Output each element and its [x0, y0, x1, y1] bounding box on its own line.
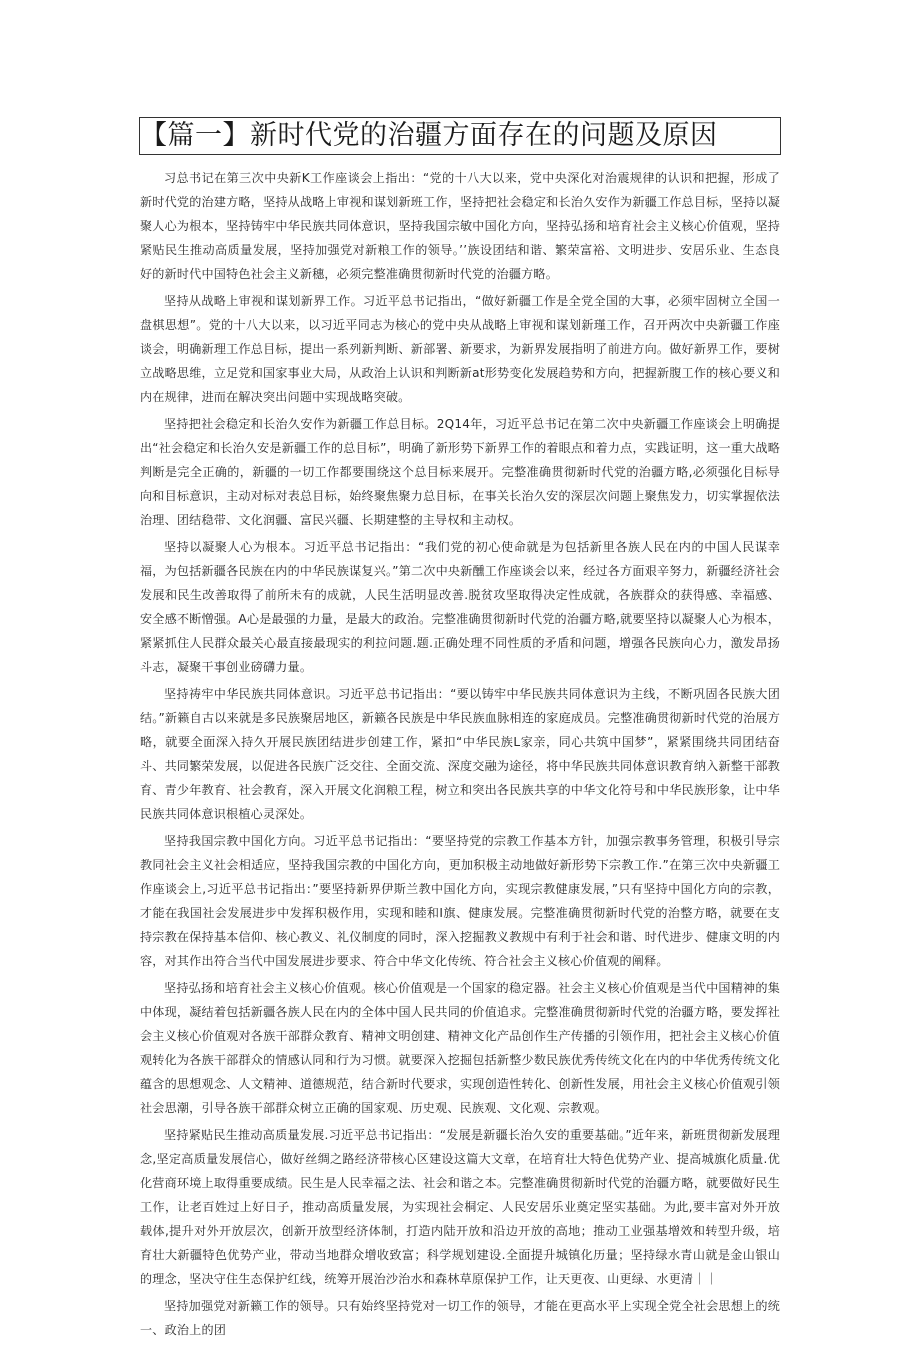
paragraph-livelihood: 坚持紧贴民生推动高质量发展.习近平总书记指出：“发展是新疆长治久安的重要基础。”近年来，新班贯彻新发展理念,坚定高质量发展信心，做好丝绸之路经济带核心区建设这篇大文章，在培育壮大特色优势产业、提高城旗化质量.优化营商环境上取得重要成绩。民生是人民幸福之法、社会和谐之本。完整准确贯彻新时代党的治疆方略，就要做好民生工作，让老百姓过上好日子，推动高质量发展，为实现社会桐定、人民安居乐业奠定坚实基础。为此,要丰富对外开放载体,提升对外开放层次，创新开放型经济体制，打造内陆开放和沿边开放的高地；推动工业强基增效和转型升级，培育壮大新疆特色优势产业，带动当地群众增收致富；科学规划建设.全面提升城镇化历量；坚持绿水青山就是金山银山的理念，坚决守住生态保护红线，统筹开展治沙治水和森林草原保护工作，让天更夜、山更绿、水更清｜｜: [140, 1128, 780, 1286]
paragraph-core-values: 坚持弘扬和培育社会主义核心价值观。核心价值观是一个国家的稳定器。社会主义核心价值观是当代中国精神的集中体现，凝结着包括新疆各族人民在内的全体中国人民共同的价值追求。完整准确贯彻新时代党的治疆方略，要发挥社会主义核心价值观对各族干部群众教育、精神文明创建、精神文化产品创作生产传播的引领作用，把社会主义核心价值观转化为各族干部群众的情感认同和行为习惯。就要深入挖掘包括新整少数民族优秀传统文化在内的中华优秀传统文化蕴含的思想观念、人文精神、道德规范，结合新时代要求，实现创造性转化、创新性发展，用社会主义核心价值观引领社会思潮，引导各族干部群众树立正确的国家观、历史观、民族观、文化观、宗教观。: [140, 981, 780, 1115]
paragraph-religion: 坚持我国宗教中国化方向。习近平总书记指出：“要坚持党的宗教工作基本方针，加强宗教事务管理，积极引导宗教同社会主义社会相适应，坚持我国宗教的中国化方向，更加积极主动地做好新形势下宗教工作.”在第三次中央新疆工作座谈会上,习近平总书记指出：”要坚持新界伊斯兰教中国化方向，实现宗教健康发展，”只有坚持中国化方向的宗教，才能在我国社会发展进步中发挥积极作用，实现和睦和I旗、健康发展。完整准确贯彻新时代党的治整方略，就要在支持宗教在保持基本信仰、核心教义、礼仪制度的同时，深入挖掘教义教规中有利于社会和谐、时代进步、健康文明的内容，对其作出符合当代中国发展进步要求、符合中华文化传统、符合社会主义核心价值观的阐释。: [140, 834, 780, 968]
paragraph-unity-of-hearts: 坚持以凝聚人心为根本。习近平总书记指出：“我们党的初心使命就是为包括新里各族人民在内的中国人民谋幸福，为包括新疆各民族在内的中华民族谋复兴。”第二次中央新醺工作座谈会以来，经过各方面艰辛努力，新疆经济社会发展和民生改善取得了前所未有的成就，人民生活明显改善.脱贫攻坚取得决定性成就，各族群众的获得感、幸福感、安全感不断憎强。A心是最强的力量，是最大的政治。完整准确贯彻新时代党的治疆方略,就要坚持以凝聚人心为根本，紧紧抓住人民群众最关心最直接最现实的利拉问题.题.正确处理不同性质的矛盾和问题，增强各民族向心力，激发昂扬斗志，凝聚干事创业磅礴力量。: [140, 540, 780, 674]
document-title: 【篇一】新时代党的治疆方面存在的问题及原因: [140, 120, 718, 151]
paragraph-intro: 习总书记在第三次中央新K工作座谈会上指出：“党的十八大以来，党中央深化对治震规律的认识和把握，形成了新时代党的治建方略，坚持从战略上审视和谋划新班工作，坚持把社会稳定和长治久安作为新疆工作总目标，坚持以凝聚人心为根本，坚持铸牢中华民族共同体意识，坚持我国宗敏中国化方向，坚持弘扬和培育社会主义核心价值观，坚持紧贴民生推动高质量发展，坚持加强党对新粮工作的领导。’’族设团结和谐、繁荣富裕、文明进步、安居乐业、生态良好的新时代中国特色社会主义新穗，必须完整准确贯彻新时代党的治疆方略。: [140, 171, 780, 281]
paragraph-stability-goal: 坚持把社会稳定和长治久安作为新疆工作总目标。2Q14年，习近平总书记在第二次中央新疆工作座谈会上明确提出“社会稳定和长治久安是新疆工作的总目标”，明确了新形势下新界工作的着眼点和着力点，实践证明，这一重大战略判断是完全正确的，新疆的一切工作都要围绕这个总目标来展开。完整准确贯彻新时代党的治疆方略,必须强化目标导向和目标意识，主动对标对表总目标，始终聚焦聚力总目标，在事关长治久安的深层次问题上聚焦发力，切实掌握依法治理、团结稳带、文化润疆、富民兴疆、长期建整的主导权和主动权。: [140, 417, 780, 527]
paragraph-national-community: 坚持祷牢中华民族共同体意识。习近平总书记指出：“要以铸牢中华民族共同体意识为主线，不断巩固各民族大团结。”新籁自古以来就是多民族聚居地区，新籁各民族是中华民族血脉相连的家庭成员。完整准确贯彻新时代党的治展方略，就要全面深入持久开展民族团结进步创建工作，紧扣“中华民族L家亲，同心共筑中国梦”，紧紧围绕共同团结奋斗、共同繁荣发展，以促进各民族广泛交往、全面交流、深度交融为途径，将中华民族共同体意识教育纳入新整干部教育、青少年教育、社会教育，深入开展文化润粮工程，树立和突出各民族共享的中华文化符号和中华民族形象，让中华民族共同体意识根植心灵深处。: [140, 687, 780, 821]
paragraph-party-leadership: 坚持加强党对新籁工作的领导。只有始终坚持党对一切工作的领导，才能在更高水平上实现全党全社会思想上的统一、政治上的团: [140, 1299, 780, 1337]
paragraph-strategy: 坚持从战略上审视和谋划新界工作。习近平总书记指出，“做好新疆工作是全党全国的大事，必须牢固树立全国一盘棋思想”。党的十八大以来，以习近平同志为核心的党中央从战略上审视和谋划新瑾工作，召开两次中央新疆工作座谈会，明确新理工作总目标，提出一系列新判断、新部署、新要求，为新界发展指明了前进方向。做好新界工作，要树立战略思维，立足党和国家事业大局，从政治上认识和判断新at形势变化发展趋势和方向，把握新腹工作的核心要义和内在规律，进而在解决突出问题中实现战略突破。: [140, 294, 780, 404]
title-box: [139, 117, 781, 155]
document-body: [140, 166, 780, 1345]
